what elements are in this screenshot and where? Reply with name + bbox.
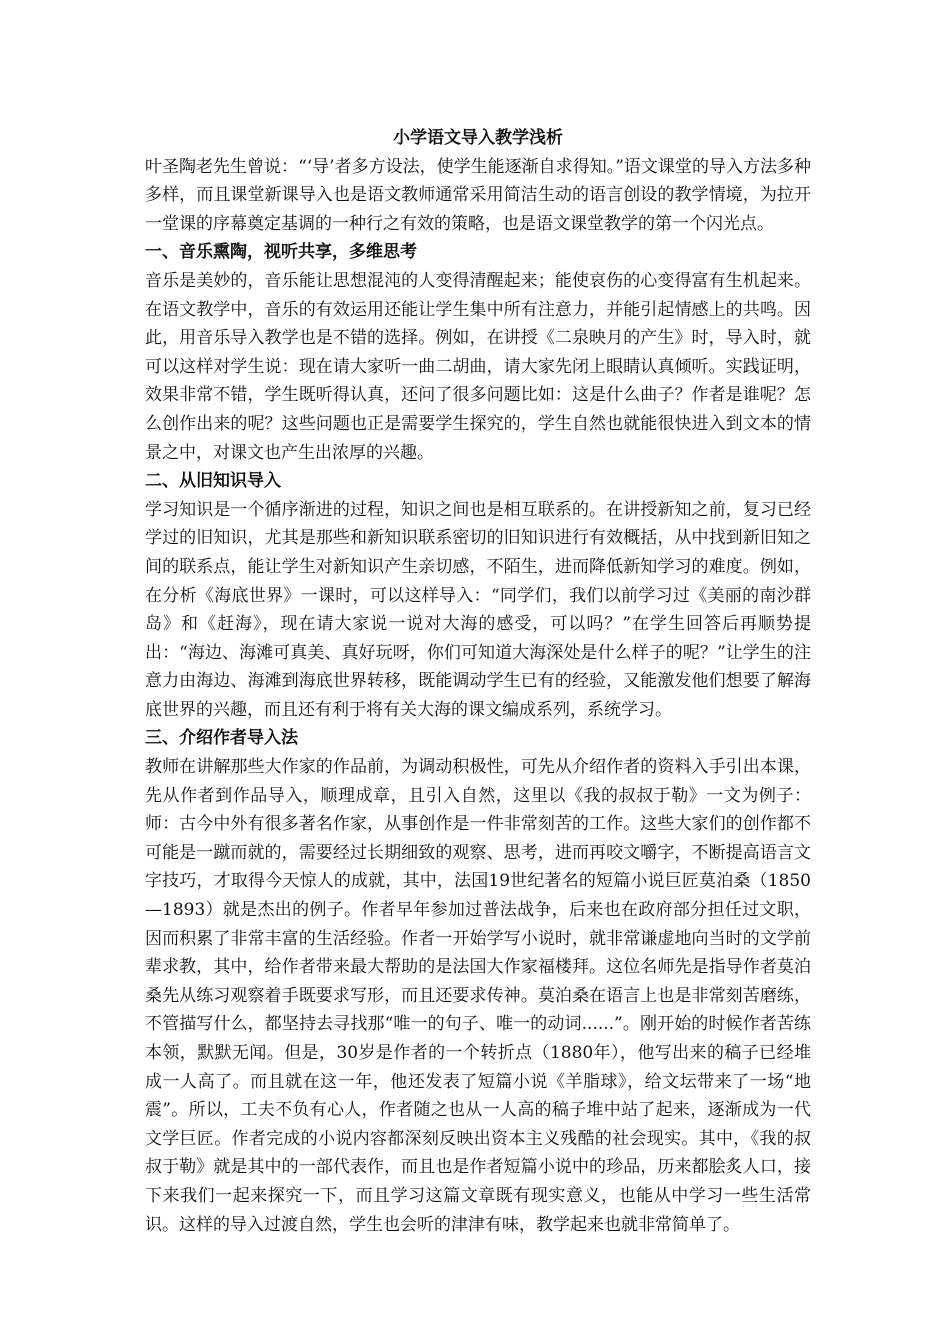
section-body-music: 音乐是美妙的，音乐能让思想混沌的人变得清醒起来；能使哀伤的心变得富有生机起来。在语文教学中，音乐的有效运用还能让学生集中所有注意力，并能引起情感上的共鸣。因此，用音乐导入教学也是不错的选择。例如，在讲授《二泉映月的产生》时，导入时，就可以这样对学生说：现在请大家听一曲二胡曲，请大家先闭上眼睛认真倾听。实践证明，效果非常不错，学生既听得认真，还问了很多问题比如：这是什么曲子？作者是谁呢？怎么创作出来的呢？这些问题也正是需要学生探究的，学生自然也就能很快进入到文本的情景之中，对课文也产生出浓厚的兴趣。 xyxy=(145,270,811,463)
document-title: 小学语文导入教学浅析 xyxy=(393,128,563,148)
section-heading-music: 一、音乐熏陶，视听共享，多维思考 xyxy=(145,242,417,263)
section-heading-author-intro: 三、介绍作者导入法 xyxy=(145,728,298,749)
section-body-author-intro: 教师在讲解那些大作家的作品前，为调动积极性，可先从介绍作者的资料入手引出本课，先从作者到作品导入，顺理成章，且引入自然，这里以《我的叔叔于勒》一文为例子：师：古今中外有很多著名作家，从事创作是一件非常刻苦的工作。这些大家们的创作都不可能是一蹴而就的，需要经过长期细致的观察、思考，进而再咬文嚼字，不断提高语言文字技巧，才取得今天惊人的成就，其中，法国19世纪著名的短篇小说巨匠莫泊桑（1850—1893）就是杰出的例子。作者早年参加过普法战争，后来也在政府部分担任过文职，因而积累了非常丰富的生活经验。作者一开始学写小说时，就非常谦虚地向当时的文学前辈求教，其中，给作者带来最大帮助的是法国大作家福楼拜。这位名师先是指导作者莫泊桑先从练习观察着手既要求写形，而且还要求传神。莫泊桑在语言上也是非常刻苦磨练，不管描写什么，都坚持去寻找那“唯一的句子、唯一的动词......”。刚开始的时候作者苦练本领，默默无闻。但是，30岁是作者的一个转折点（1880年），他写出来的稿子已经堆成一人高了。而且就在这一年，他还发表了短篇小说《羊脂球》，给文坛带来了一场“地震”。所以，工夫不负有心人，作者随之也从一人高的稿子堆中站了起来，逐渐成为一代文学巨匠。作者完成的小说内容都深刻反映出资本主义残酷的社会现实。其中，《我的叔叔于勒》就是其中的一部代表作，而且也是作者短篇小说中的珍品，历来都脍炙人口，接下来我们一起来探究一下，而且学习这篇文章既有现实意义，也能从中学习一些生活常识。这样的导入过渡自然，学生也会听的津津有味，教学起来也就非常简单了。 xyxy=(145,757,811,1235)
section-body-old-knowledge: 学习知识是一个循序渐进的过程，知识之间也是相互联系的。在讲授新知之前，复习已经学过的旧知识，尤其是那些和新知识联系密切的旧知识进行有效概括，从中找到新旧知之间的联系点，能让学生对新知识产生亲切感，不陌生，进而降低新知学习的难度。例如，在分析《海底世界》一课时，可以这样导入：“同学们，我们以前学习过《美丽的南沙群岛》和《赶海》，现在请大家说一说对大海的感受，可以吗？”在学生回答后再顺势提出：“海边、海滩可真美、真好玩呀，你们可知道大海深处是什么样子的呢？”让学生的注意力由海边、海滩到海底世界转移，既能调动学生已有的经验，又能激发他们想要了解海底世界的兴趣，而且还有利于将有关大海的课文编成系列，系统学习。 xyxy=(145,499,811,720)
document-page xyxy=(145,124,811,1239)
section-heading-old-knowledge: 二、从旧知识导入 xyxy=(145,471,281,492)
intro-paragraph: 叶圣陶老先生曾说：“‘导’者多方设法，使学生能逐渐自求得知。”语文课堂的导入方法多种多样，而且课堂新课导入也是语文教师通常采用简洁生动的语言创设的教学情境，为拉开一堂课的序幕奠定基调的一种行之有效的策略，也是语文课堂教学的第一个闪光点。 xyxy=(145,156,811,234)
